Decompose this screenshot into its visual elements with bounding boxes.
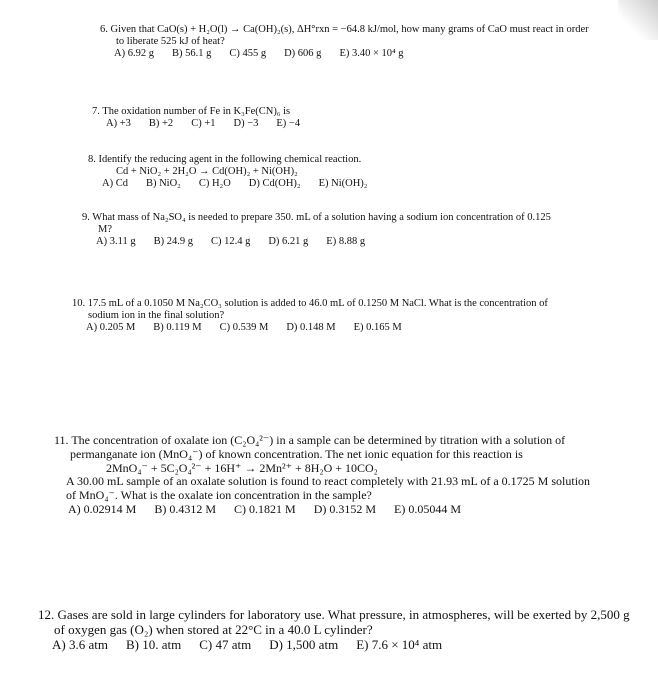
question-stem-cont: sodium ion in the final solution? — [88, 310, 225, 322]
question-stem: 6. Given that CaO(s) + H₂O(l) → Ca(OH)₂(s), ΔH°rxn = −64.8 kJ/mol, how many grams of CaO must react in order — [100, 24, 589, 35]
option-a[interactable]: A) 3.6 atm — [52, 636, 108, 652]
option-a[interactable]: A) 0.02914 M — [68, 501, 137, 516]
option-d[interactable]: D) Cd(OH)₂ — [248, 178, 301, 190]
question-stem-cont: of MnO₄⁻. What is the oxalate ion concentration in the sample? — [66, 488, 372, 503]
answer-options — [88, 178, 367, 190]
question-stem: 10. 17.5 mL of a 0.1050 M Na₂CO₃ solution is added to 46.0 mL of 0.1250 M NaCl. What is the concentration of — [72, 298, 548, 309]
option-b[interactable]: B) +2 — [148, 118, 174, 130]
question-stem: 12. Gases are sold in large cylinders for laboratory use. What pressure, in atmospheres, will be exerted by 2,500 g — [38, 607, 630, 622]
question-stem: 11. The concentration of oxalate ion (C₂O₄²⁻) in a sample can be determined by titration with a solution of — [54, 433, 566, 447]
option-d[interactable]: D) 6.21 g — [268, 236, 309, 248]
option-c[interactable]: C) H₂O — [198, 178, 231, 190]
option-b[interactable]: B) 0.4312 M — [154, 501, 217, 516]
question-10 — [72, 298, 548, 334]
option-e[interactable]: E) 8.88 g — [326, 236, 366, 248]
answer-options — [92, 118, 300, 130]
option-c[interactable]: C) 0.539 M — [219, 322, 269, 334]
answer-options — [54, 503, 590, 517]
option-c[interactable]: C) 47 atm — [199, 636, 252, 652]
option-e[interactable]: E) 3.40 × 10⁴ g — [339, 48, 404, 60]
option-b[interactable]: B) 10. atm — [125, 636, 182, 652]
option-b[interactable]: B) 56.1 g — [171, 48, 212, 60]
question-12 — [38, 608, 630, 653]
option-a[interactable]: A) Cd — [102, 178, 128, 190]
question-9 — [82, 212, 551, 248]
question-7 — [92, 106, 300, 130]
option-c[interactable]: C) 0.1821 M — [234, 501, 296, 516]
option-e[interactable]: E) 0.05044 M — [394, 501, 462, 516]
answer-options — [82, 236, 551, 248]
option-c[interactable]: C) 455 g — [229, 48, 267, 60]
question-stem-cont: permanganate ion (MnO₄⁻) of known concentration. The net ionic equation for this reaction is — [70, 446, 523, 461]
question-stem-cont: to liberate 525 kJ of heat? — [116, 36, 225, 48]
question-8 — [88, 154, 367, 190]
option-b[interactable]: B) NiO₂ — [145, 178, 181, 190]
question-stem: 9. What mass of Na₂SO₄ is needed to prepare 350. mL of a solution having a sodium ion concentration of 0.125 — [82, 212, 551, 223]
scan-shadow — [618, 0, 658, 40]
option-d[interactable]: D) 1,500 atm — [269, 636, 339, 652]
answer-options — [72, 322, 548, 334]
option-b[interactable]: B) 0.119 M — [153, 322, 202, 334]
question-6 — [100, 24, 589, 60]
option-d[interactable]: D) 0.148 M — [286, 322, 336, 334]
question-stem: 8. Identify the reducing agent in the following chemical reaction. — [88, 154, 362, 165]
option-e[interactable]: E) 7.6 × 10⁴ atm — [356, 636, 443, 652]
question-11 — [54, 434, 590, 517]
question-stem-cont: of oxygen gas (O₂) when stored at 22°C in a 40.0 L cylinder? — [54, 621, 373, 637]
option-e[interactable]: E) 0.165 M — [353, 322, 402, 334]
option-c[interactable]: C) 12.4 g — [210, 236, 251, 248]
question-stem: 7. The oxidation number of Fe in K₃Fe(CN)₆ is — [92, 106, 291, 117]
option-a[interactable]: A) 3.11 g — [96, 236, 136, 248]
reaction-equation: Cd + NiO₂ + 2H₂O → Cd(OH)₂ + Ni(OH)₂ — [116, 166, 298, 178]
option-d[interactable]: D) 0.3152 M — [313, 501, 377, 516]
option-d[interactable]: D) −3 — [233, 118, 259, 130]
option-a[interactable]: A) +3 — [106, 118, 131, 130]
option-c[interactable]: C) +1 — [191, 118, 216, 130]
option-e[interactable]: E) Ni(OH)₂ — [318, 178, 368, 190]
option-a[interactable]: A) 0.205 M — [86, 322, 136, 334]
answer-options — [38, 638, 630, 653]
option-e[interactable]: E) −4 — [276, 118, 301, 130]
option-a[interactable]: A) 6.92 g — [114, 48, 154, 60]
question-stem-cont: A 30.00 mL sample of an oxalate solution is found to react completely with 21.93 mL of a 0.1725 M solution — [66, 474, 591, 489]
answer-options — [100, 48, 589, 60]
option-b[interactable]: B) 24.9 g — [153, 236, 193, 248]
question-stem-cont: M? — [98, 224, 112, 236]
reaction-equation: 2MnO₄⁻ + 5C₂O₄²⁻ + 16H⁺ → 2Mn²⁺ + 8H₂O + 10CO₂ — [106, 460, 378, 475]
option-d[interactable]: D) 606 g — [284, 48, 322, 60]
